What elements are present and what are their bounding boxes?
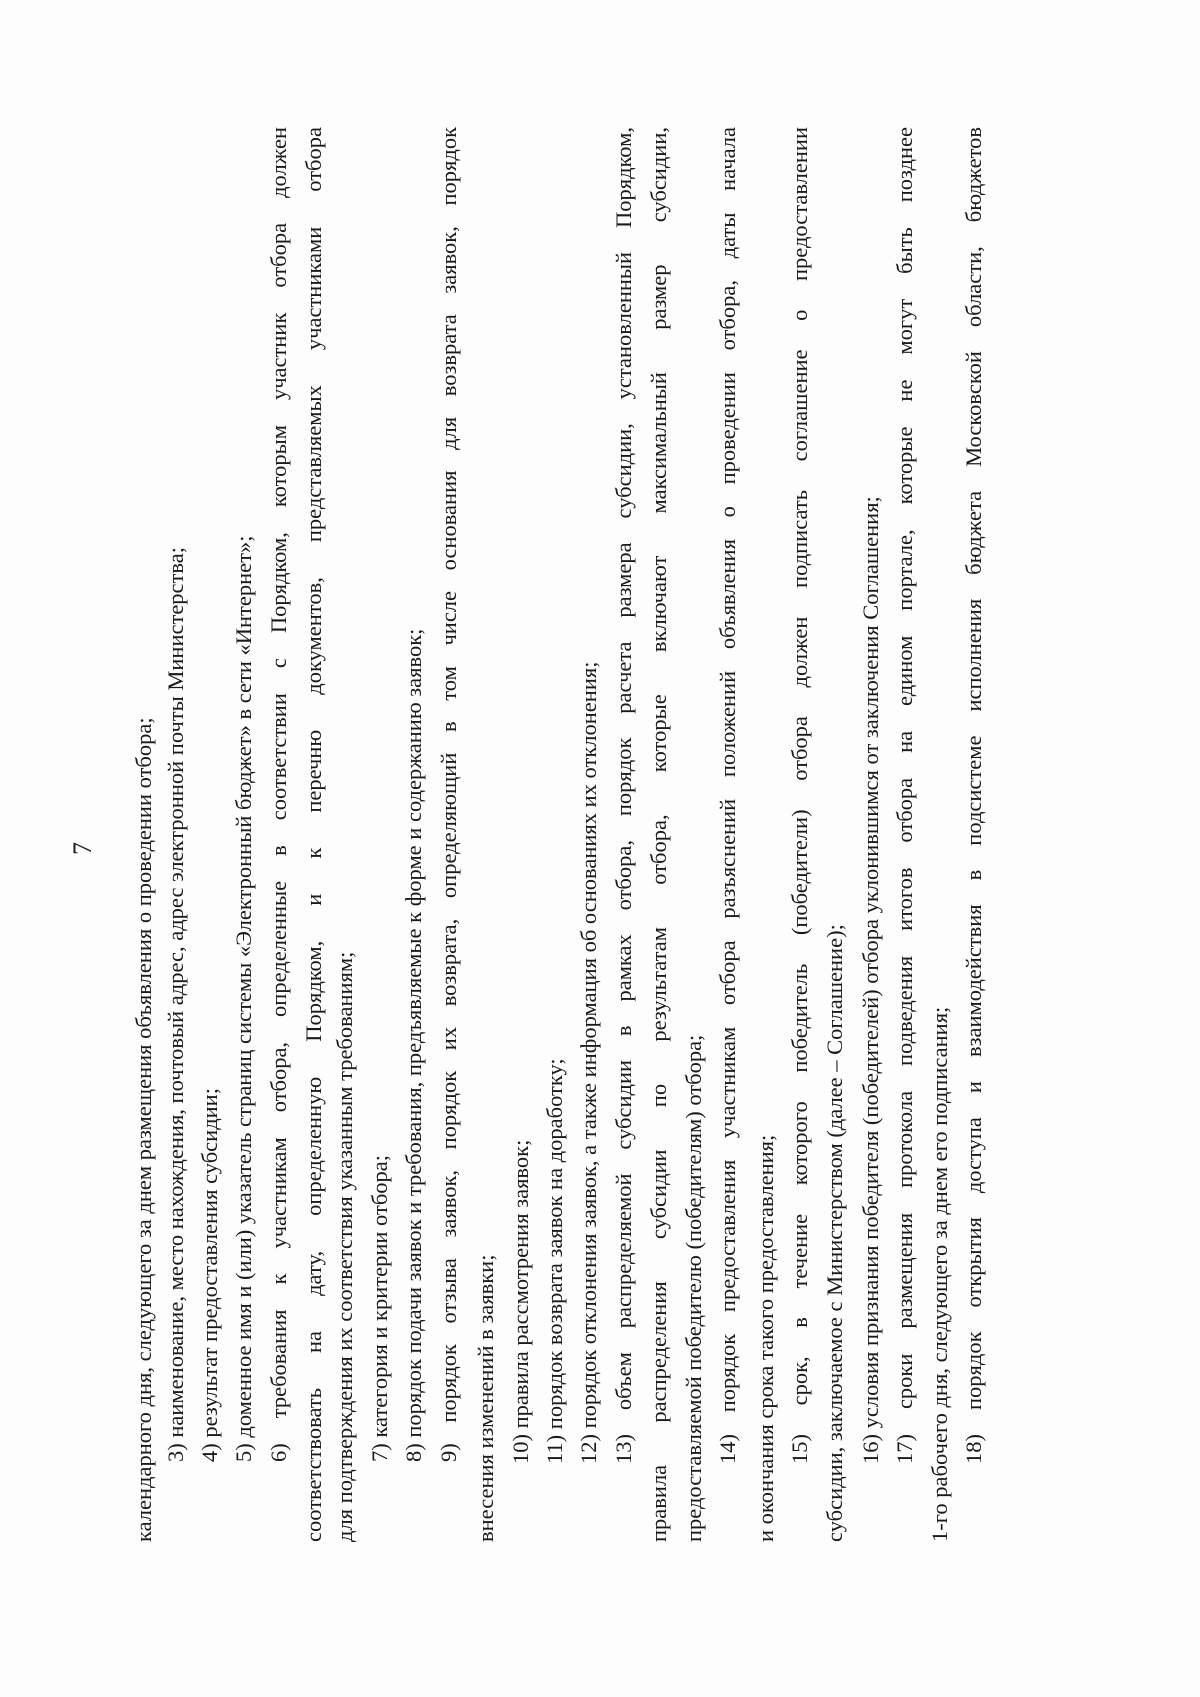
text-line: предоставляемой победителю (победителям) отбора;: [681, 1034, 706, 1542]
text-line: для подтверждения их соответствия указанным требованиям;: [332, 951, 357, 1542]
text-line: 14) порядок предоставления участникам отбора разъяснений положений объявления о проведении отбора, даты начала: [715, 127, 740, 1464]
text-line: 1-го рабочего дня, следующего за днем его подписания;: [927, 1006, 952, 1542]
text-line: внесения изменений в заявки;: [473, 1254, 498, 1542]
text-line: 7) категория и критерии отбора;: [367, 1154, 392, 1462]
text-line: и окончания срока такого предоставления;: [753, 1134, 778, 1542]
text-line: 6) требования к участникам отбора, определенные в соответствии с Порядком, которым участник отбора должен: [266, 127, 291, 1462]
text-line: календарного дня, следующего за днем размещения объявления о проведении отбора;: [131, 717, 156, 1542]
text-line: 16) условия признания победителя (победителей) отбора уклонившимся от заключения Соглашения;: [858, 496, 883, 1464]
text-line: 15) срок, в течение которого победитель (победители) отбора должен подписать соглашение о предоставлении: [787, 127, 812, 1464]
text-line: 17) сроки размещения протокола подведения итогов отбора на едином портале, которые не могут быть позднее: [892, 127, 917, 1464]
text-line: 5) доменное имя и (или) указатель страниц системы «Электронный бюджет» в сети «Интернет»;: [231, 535, 256, 1462]
text-line: 13) объем распределяемой субсидии в рамках отбора, порядок расчета размера субсидии, установленный Порядком,: [611, 127, 636, 1464]
page-number: 7: [68, 842, 97, 855]
text-line: 10) правила рассмотрения заявок;: [508, 1139, 533, 1464]
text-line: субсидии, заключаемое с Министерством (далее – Соглашение);: [822, 924, 847, 1542]
text-line: 9) порядок отзыва заявок, порядок их возврата, определяющий в том числе основания для возврата заявок, порядок: [436, 127, 461, 1462]
text-line: соответствовать на дату, определенную Порядком, и к перечню документов, представляемых участниками отбора: [301, 127, 326, 1542]
text-line: 11) порядок возврата заявок на доработку;: [542, 1058, 567, 1464]
text-line: 3) наименование, место нахождения, почтовый адрес, адрес электронной почты Министерства;: [163, 547, 188, 1462]
text-line: 8) порядок подачи заявок и требования, предъявляемые к форме и содержанию заявок;: [401, 628, 426, 1462]
text-line: правила распределения субсидии по результатам отбора, которые включают максимальный размер субсидии,: [646, 127, 671, 1542]
text-line: 4) результат предоставления субсидии;: [197, 1088, 222, 1462]
text-line: 18) порядок открытия доступа и взаимодействия в подсистеме исполнения бюджета Московской области, бюджетов: [961, 127, 986, 1464]
text-line: 12) порядок отклонения заявок, а также информация об основаниях их отклонения;: [576, 661, 601, 1464]
